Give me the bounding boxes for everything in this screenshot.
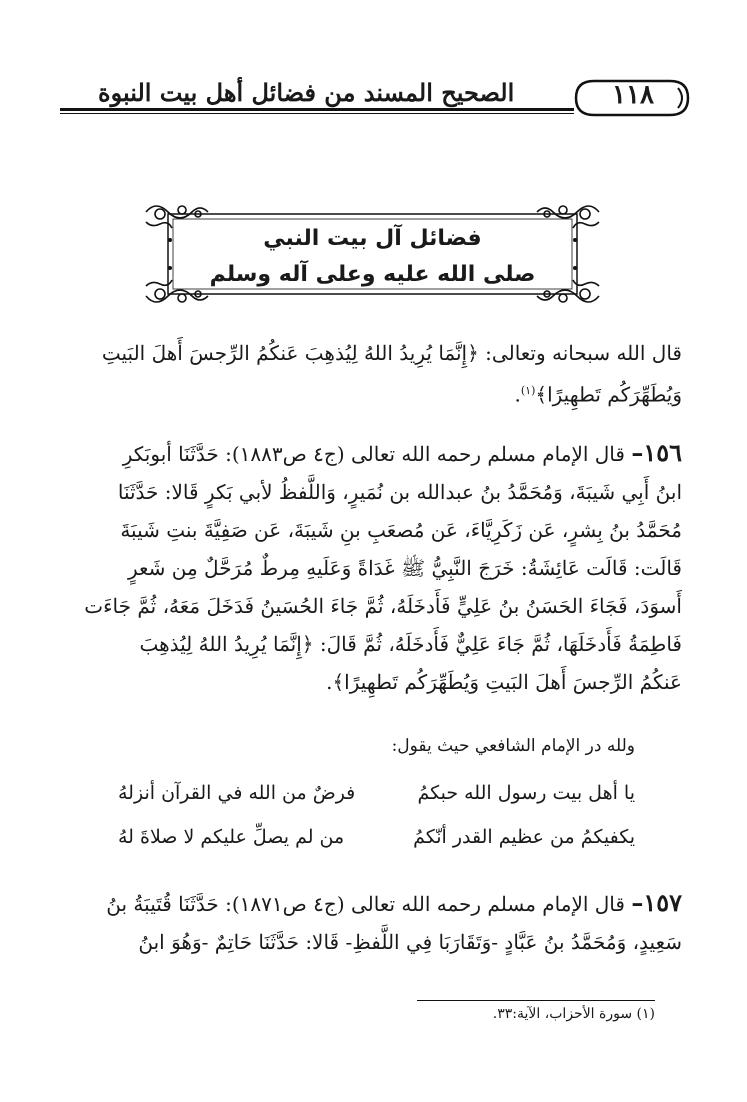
page-number-badge bbox=[574, 78, 690, 118]
footnote: (١) سورة الأحزاب، الآية:٣٣. bbox=[492, 1006, 655, 1022]
page-number: ١١٨ bbox=[612, 80, 654, 110]
poem-verse2-left: من لم يصلِّ عليكم لا صلاةَ لهُ bbox=[118, 826, 345, 848]
hadith-156 bbox=[62, 434, 682, 701]
poem-intro: ولله در الإمام الشافعي حيث يقول: bbox=[391, 736, 635, 756]
hadith-156-line: فَاطِمَةُ فَأَدخَلَهَا، ثُمَّ جَاءَ عَلِيٌّ فَأَدخَلَهُ، ثُمَّ قَالَ: ﴿إِنَّمَا يُرِيدُ اللهُ لِيُذهِبَ bbox=[139, 632, 682, 656]
running-title: الصحيح المسند من فضائل أهل بيت النبوة bbox=[90, 78, 522, 107]
hadith-157-text: قال الإمام مسلم رحمه الله تعالى (ج٤ ص١٨٧١): حَدَّثَنَا قُتَيبَةُ بنُ bbox=[106, 892, 625, 916]
hadith-156-text: قال الإمام مسلم رحمه الله تعالى (ج٤ ص١٨٨٣): حَدَّثَنَا أبوبَكرِ bbox=[122, 442, 625, 466]
hadith-number: ١٥٧– bbox=[631, 888, 682, 917]
intro-line2-text: وَيُطَهِّرَكُم تَطهِيرًا﴾ bbox=[535, 382, 682, 407]
hadith-156-line: ابنُ أَبِي شَيبَةَ، وَمُحَمَّدُ بنُ عبدالله بن نُمَيرٍ، وَاللَّفظُ لأبي بَكرٍ قَالا: حَدَّثَنَا bbox=[117, 480, 682, 504]
page-header bbox=[60, 74, 690, 120]
poem-verse2-right: يكفيكمُ من عظيم القدر أنّكمُ bbox=[413, 826, 635, 848]
ornamental-frame-icon bbox=[140, 200, 605, 308]
chapter-title-box bbox=[140, 200, 605, 308]
chapter-title-line2: صلى الله عليه وعلى آله وسلم bbox=[209, 262, 536, 287]
footnote-marker: (١) bbox=[520, 384, 536, 397]
hadith-156-line: قَالَت: قَالَت عَائِشَةُ: خَرَجَ النَّبِيُّ ﷺ غَدَاةً وَعَلَيهِ مِرطٌ مُرَحَّلٌ مِن شَعرٍ bbox=[127, 556, 682, 580]
hadith-157-line bbox=[62, 884, 682, 923]
intro-line2: وَيُطَهِّرَكُم تَطهِيرًا﴾$^{(١)}$. bbox=[514, 382, 682, 407]
hadith-156-line: عَنكُمُ الرِّجسَ أَهلَ البَيتِ وَيُطَهِّرَكُم تَطهِيرًا﴾. bbox=[326, 670, 682, 694]
poem-verse1-left: فرضٌ من الله في القرآن أنزلهُ bbox=[118, 782, 356, 804]
hadith-156-line: مُحَمَّدُ بنُ بِشرٍ، عَن زَكَرِيَّاءَ، عَن مُصعَبِ بنِ شَيبَةَ، عَن صَفِيَّةَ بنتِ شَيبَةَ bbox=[120, 518, 682, 542]
intro-paragraph bbox=[62, 334, 682, 414]
footnote-rule bbox=[417, 1000, 655, 1001]
hadith-number: ١٥٦– bbox=[631, 438, 682, 467]
hadith-157-line: سَعِيدٍ، وَمُحَمَّدُ بنُ عَبَّادٍ -وَتَقَارَبَا فِي اللَّفظِ- قَالا: حَدَّثَنَا حَاتِمٌ -وَهُوَ ابنُ bbox=[138, 930, 682, 954]
hadith-156-line: أَسوَدَ، فَجَاءَ الحَسَنُ بنُ عَلِيٍّ فَأَدخَلَهُ، ثُمَّ جَاءَ الحُسَينُ فَدَخَلَ مَعَهُ، ثُمَّ جَاءَت bbox=[84, 594, 682, 618]
poem-verse1-right: يا أهل بيت رسول الله حبكمُ bbox=[417, 782, 635, 804]
hadith-156-line bbox=[62, 434, 682, 473]
intro-line1: قال الله سبحانه وتعالى: ﴿إِنَّمَا يُرِيدُ اللهُ لِيُذهِبَ عَنكُمُ الرِّجسَ أَهلَ البَيتِ bbox=[101, 341, 682, 365]
chapter-title-line1: فضائل آل بيت النبي bbox=[263, 226, 482, 251]
hadith-157 bbox=[62, 884, 682, 961]
